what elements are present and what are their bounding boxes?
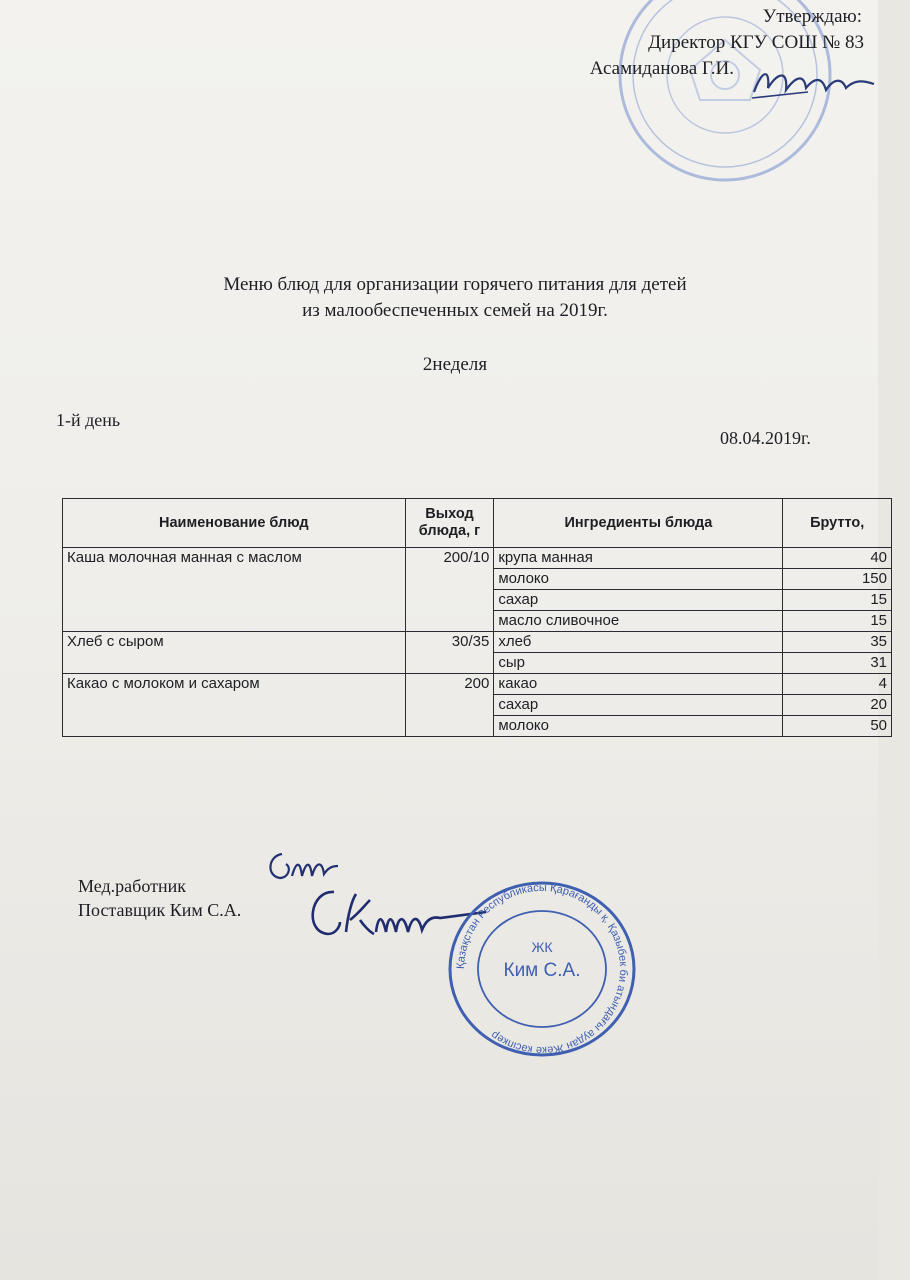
ingredient-name: какао — [494, 674, 783, 695]
dish-output: 200 — [405, 674, 494, 737]
approval-title: Утверждаю: — [762, 6, 862, 27]
ingredient-brutto: 31 — [783, 653, 892, 674]
director-signature — [748, 62, 878, 106]
header-ingredients: Ингредиенты блюда — [494, 499, 783, 548]
ingredient-brutto: 20 — [783, 695, 892, 716]
day-label: 1-й день — [56, 410, 121, 430]
ingredient-brutto: 150 — [783, 569, 892, 590]
stamp-top-text: ЖК — [531, 939, 553, 955]
stamp-ring-text: Қазақстан Республикасы Қарағанды қ. Қазыбек би атындағы аудан Жеке кәсіпкер — [454, 881, 630, 1057]
ingredient-name: сахар — [494, 695, 783, 716]
stamp-center-text: Ким С.А. — [503, 960, 581, 981]
dish-output: 200/10 — [405, 548, 494, 632]
table-row — [63, 674, 892, 695]
dish-output: 30/35 — [405, 632, 494, 674]
ingredient-name: молоко — [494, 569, 783, 590]
ingredient-brutto: 4 — [783, 674, 892, 695]
ingredient-brutto: 15 — [783, 611, 892, 632]
ingredient-name: крупа манная — [494, 548, 783, 569]
ingredient-brutto: 50 — [783, 716, 892, 737]
dish-name: Хлеб с сыром — [63, 632, 406, 674]
ingredient-name: сыр — [494, 653, 783, 674]
document-title — [0, 272, 910, 324]
header-brutto: Брутто, — [783, 499, 892, 548]
approval-director: Директор КГУ СОШ № 83 — [648, 32, 864, 53]
table-header-row — [63, 499, 892, 548]
dish-name: Каша молочная манная с маслом — [63, 548, 406, 632]
header-dish-name: Наименование блюд — [63, 499, 406, 548]
supplier-stamp — [446, 880, 638, 1058]
ingredient-name: масло сливочное — [494, 611, 783, 632]
header-output: Выход блюда, г — [405, 499, 494, 548]
ingredient-name: хлеб — [494, 632, 783, 653]
ingredient-name: молоко — [494, 716, 783, 737]
footer-block — [78, 874, 241, 922]
approval-name: Асамиданова Г.И. — [589, 58, 734, 79]
supplier-label: Поставщик Ким С.А. — [78, 900, 242, 920]
dish-name: Какао с молоком и сахаром — [63, 674, 406, 737]
table-row — [63, 632, 892, 653]
week-label: 2неделя — [422, 354, 488, 375]
med-worker-label: Мед.работник — [78, 876, 186, 896]
title-line-2: из малообеспеченных семей на 2019г. — [302, 300, 608, 321]
ingredient-brutto: 35 — [783, 632, 892, 653]
table-row — [63, 548, 892, 569]
ingredient-name: сахар — [494, 590, 783, 611]
date-label: 08.04.2019г. — [720, 428, 811, 448]
ingredient-brutto: 15 — [783, 590, 892, 611]
menu-table — [62, 498, 892, 737]
title-line-1: Меню блюд для организации горячего питания для детей — [223, 274, 687, 295]
ingredient-brutto: 40 — [783, 548, 892, 569]
